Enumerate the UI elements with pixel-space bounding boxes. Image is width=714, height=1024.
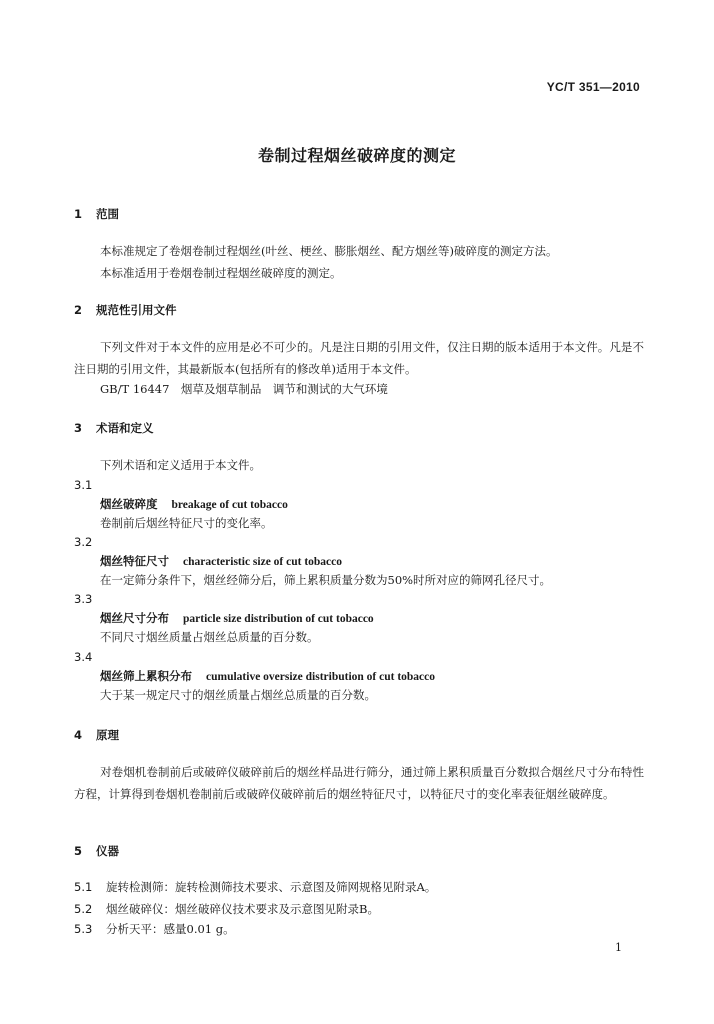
- section-title: 原理: [96, 728, 119, 742]
- term-heading: [100, 610, 374, 627]
- term-heading: [100, 553, 342, 570]
- standard-code: YC/T 351—2010: [546, 80, 640, 94]
- item-number: 5.3: [74, 922, 93, 936]
- terms-intro: 下列术语和定义适用于本文件。: [100, 458, 261, 472]
- section-title: 术语和定义: [96, 421, 154, 435]
- term-english: particle size distribution of cut tobacco: [183, 613, 374, 625]
- section-number: 2: [74, 303, 83, 317]
- term-number: 3.1: [74, 478, 93, 492]
- term-definition: 在一定筛分条件下，烟丝经筛分后，筛上累积质量分数为50%时所对应的筛网孔径尺寸。: [100, 573, 552, 587]
- section-4-paragraph: 对卷烟机卷制前后或破碎仪破碎前后的烟丝样品进行筛分，通过筛上累积质量百分数拟合烟丝尺寸分布特性方程，计算得到卷烟机卷制前后或破碎仪破碎前后的烟丝特征尺寸，以特征尺寸的变化率表征烟丝破碎度。: [74, 765, 644, 801]
- item-text: 分析天平：感量0.01 g。: [106, 922, 235, 936]
- section-5-heading: [74, 843, 119, 859]
- section-number: 3: [74, 421, 83, 435]
- section-2-heading: [74, 302, 177, 318]
- term-definition: 卷制前后烟丝特征尺寸的变化率。: [100, 516, 273, 530]
- section-number: 5: [74, 844, 83, 858]
- section-title: 范围: [96, 207, 119, 221]
- term-number: 3.2: [74, 535, 93, 549]
- instrument-item: [74, 901, 379, 917]
- section-number: 1: [74, 207, 83, 221]
- section-1-paragraph-1: 本标准规定了卷烟卷制过程烟丝(叶丝、梗丝、膨胀烟丝、配方烟丝等)破碎度的测定方法。: [100, 244, 558, 258]
- term-number: 3.3: [74, 592, 93, 606]
- term-definition: 不同尺寸烟丝质量占烟丝总质量的百分数。: [100, 630, 319, 644]
- term-chinese: 烟丝筛上累积分布: [100, 669, 192, 683]
- term-chinese: 烟丝破碎度: [100, 497, 158, 511]
- instrument-item: [74, 879, 436, 895]
- section-1-paragraph-2: 本标准适用于卷烟卷制过程烟丝破碎度的测定。: [100, 266, 342, 280]
- section-3-heading: [74, 420, 154, 436]
- item-number: 5.1: [74, 880, 93, 894]
- term-heading: [100, 668, 435, 685]
- section-2-paragraph-1: 下列文件对于本文件的应用是必不可少的。凡是注日期的引用文件，仅注日期的版本适用于本文件。凡是不注日期的引用文件，其最新版本(包括所有的修改单)适用于本文件。: [74, 340, 644, 376]
- section-number: 4: [74, 728, 83, 742]
- instrument-item: [74, 921, 235, 937]
- term-definition: 大于某一规定尺寸的烟丝质量占烟丝总质量的百分数。: [100, 688, 376, 702]
- term-number: 3.4: [74, 650, 93, 664]
- page-number: 1: [615, 941, 622, 954]
- term-english: cumulative oversize distribution of cut tobacco: [206, 671, 436, 683]
- term-english: breakage of cut tobacco: [171, 499, 288, 511]
- section-1-heading: [74, 206, 119, 222]
- term-chinese: 烟丝特征尺寸: [100, 554, 169, 568]
- document-title: 卷制过程烟丝破碎度的测定: [257, 146, 456, 165]
- item-text: 旋转检测筛：旋转检测筛技术要求、示意图及筛网规格见附录A。: [106, 880, 437, 894]
- term-english: characteristic size of cut tobacco: [183, 556, 343, 568]
- term-heading: [100, 496, 288, 513]
- section-title: 仪器: [96, 844, 119, 858]
- item-number: 5.2: [74, 902, 93, 916]
- item-text: 烟丝破碎仪：烟丝破碎仪技术要求及示意图见附录B。: [106, 902, 379, 916]
- section-4-heading: [74, 727, 119, 743]
- term-chinese: 烟丝尺寸分布: [100, 611, 169, 625]
- normative-reference: GB/T 16447 烟草及烟草制品 调节和测试的大气环境: [100, 382, 388, 396]
- section-title: 规范性引用文件: [96, 303, 177, 317]
